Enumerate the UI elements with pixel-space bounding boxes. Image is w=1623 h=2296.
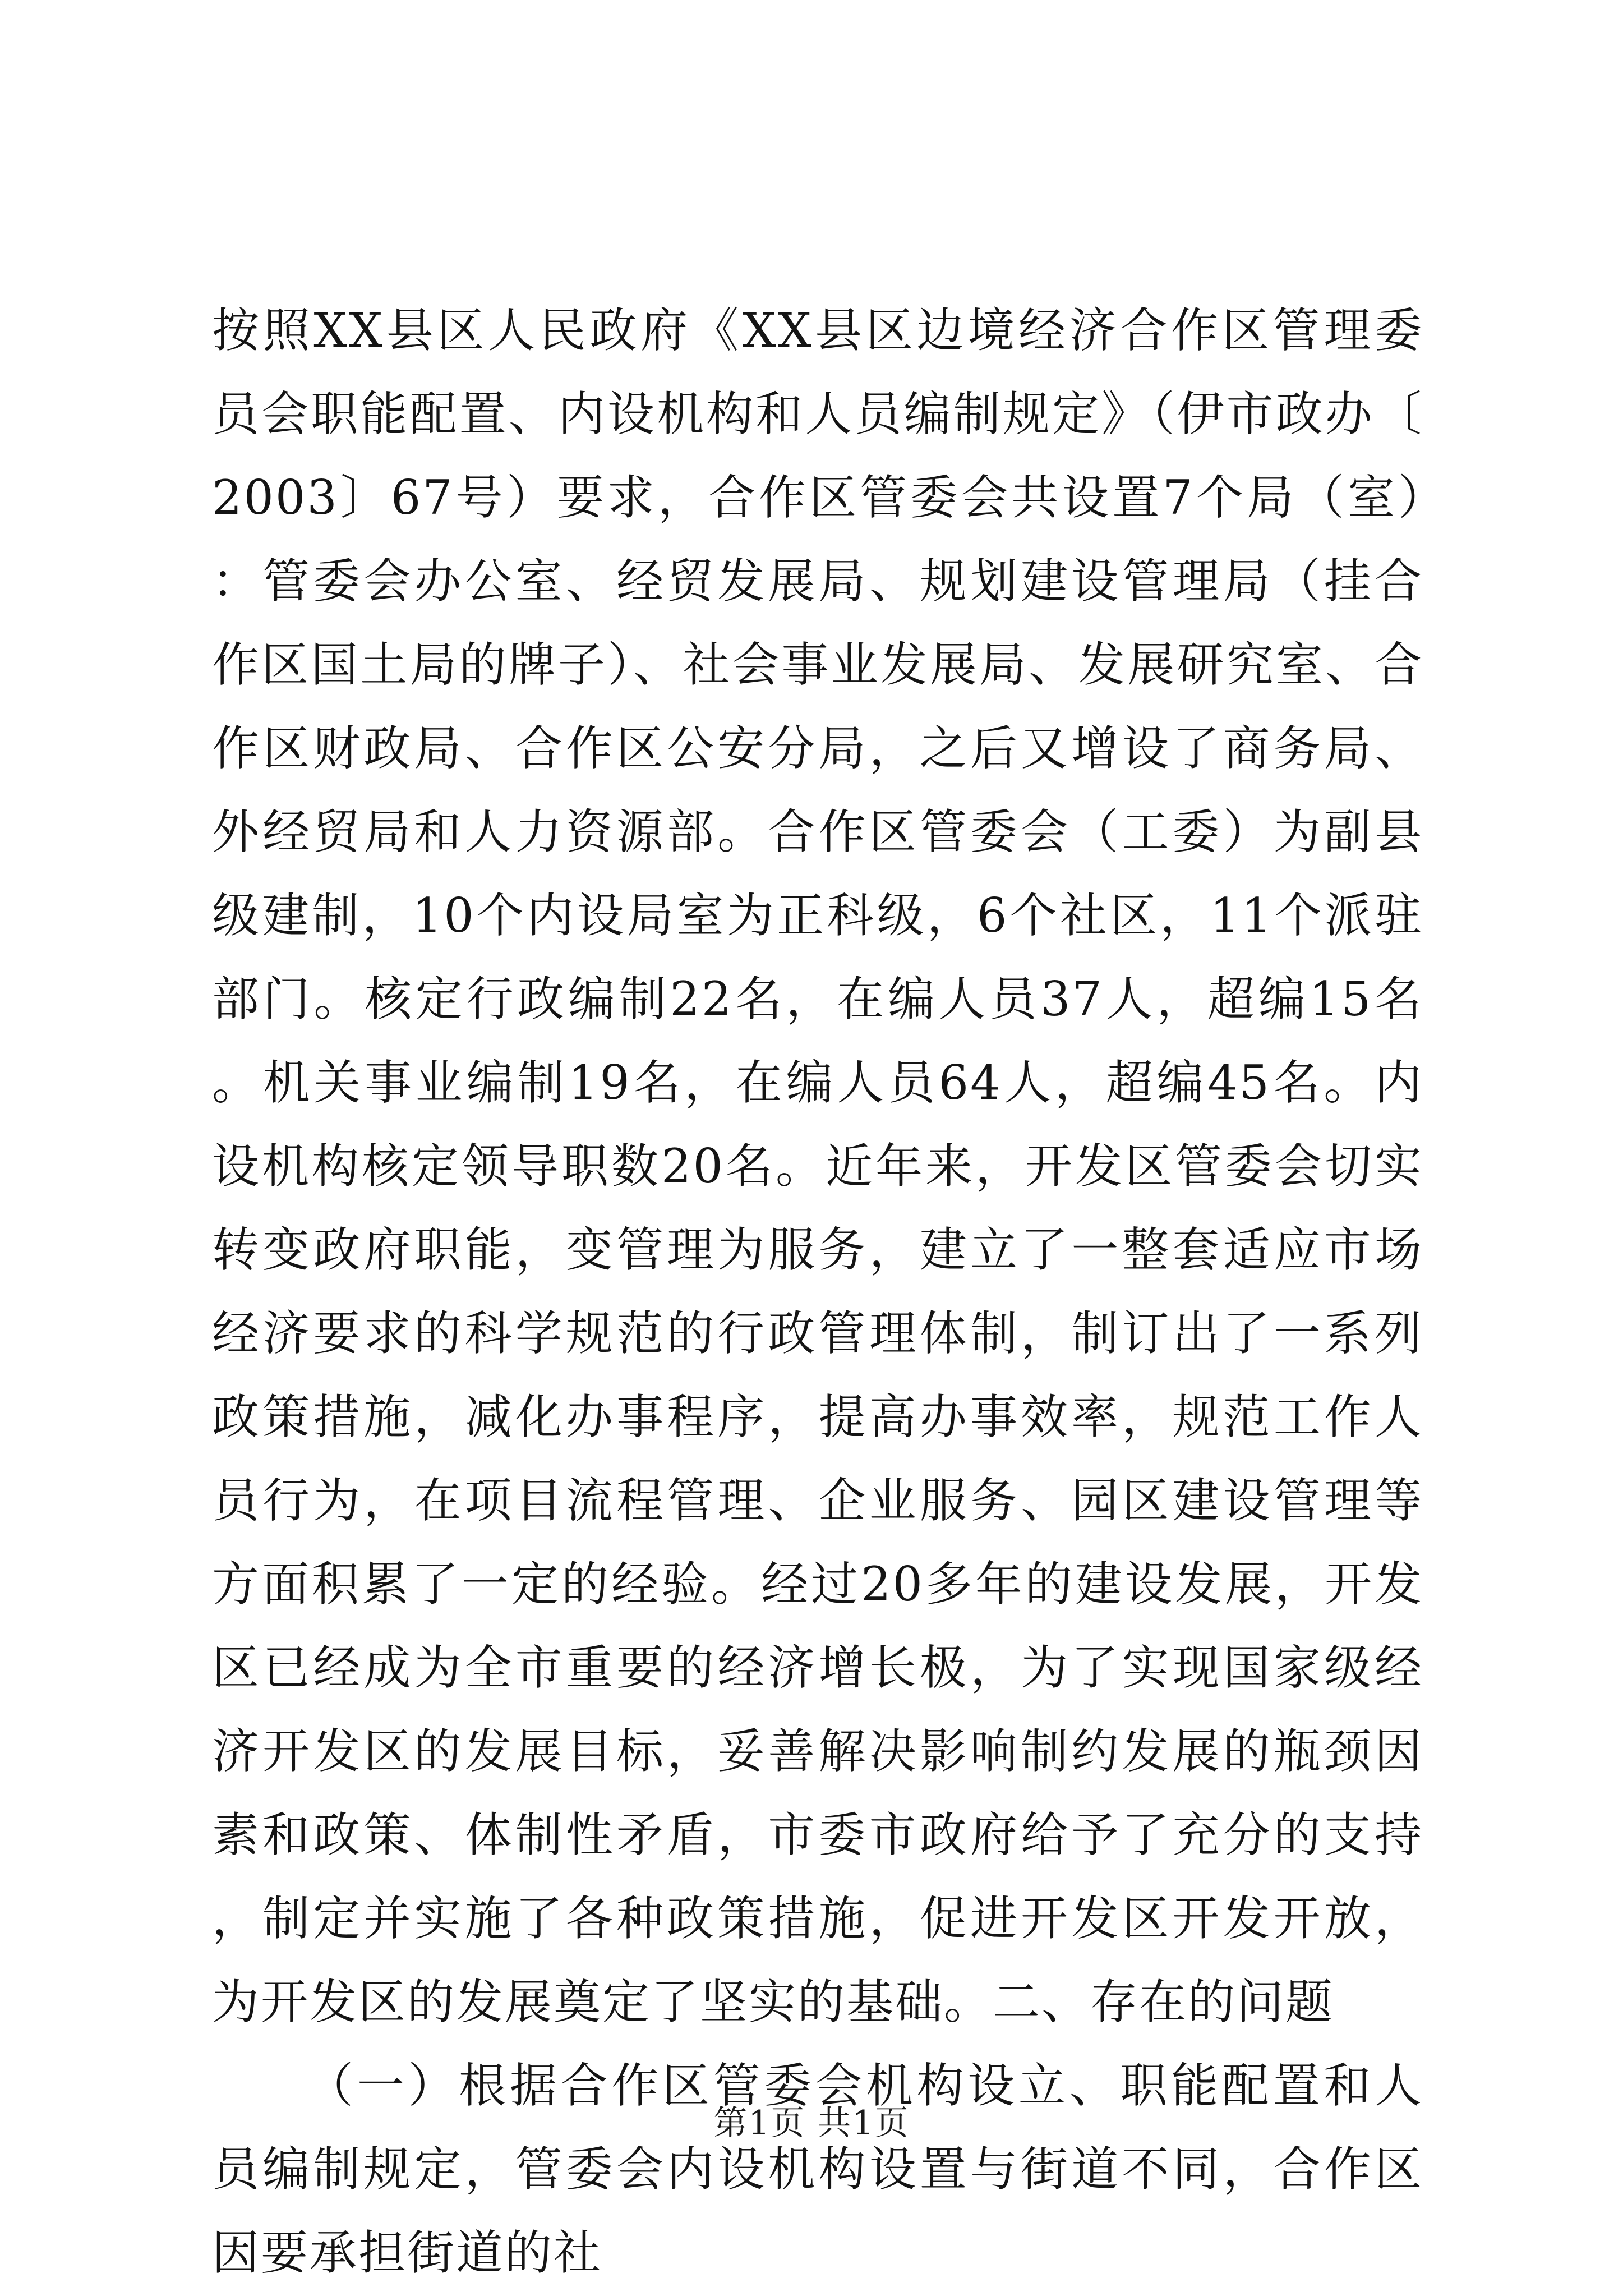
paragraph-2: （一）根据合作区管委会机构设立、职能配置和人员编制规定，管委会内设机构设置与街道不同，合作区因要承担街道的社 bbox=[212, 2058, 1423, 2280]
page-footer: 第1页 共1页 bbox=[713, 2104, 910, 2143]
paragraph-1: 按照XX县区人民政府《XX县区边境经济合作区管理委员会职能配置、内设机构和人员编制规定》（伊市政办〔2003〕67号）要求，合作区管委会共设置7个局（室）：管委会办公室、经贸发展局、规划建设管理局（挂合作区国土局的牌子）、社会事业发展局、发展研究室、合作区财政局、合作区公安分局，之后又增设了商务局、外经贸局和人力资源部。合作区管委会（工委）为副县级建制，10个内设局室为正科级，6个社区，11个派驻部门。核定行政编制22名，在编人员37人，超编15名。机关事业编制19名，在编人员64人，超编45名。内设机构核定领导职数20名。近年来，开发区管委会切实转变政府职能，变管理为服务，建立了一整套适应市场经济要求的科学规范的行政管理体制，制订出了一系列政策措施，减化办事程序，提高办事效率，规范工作人员行为，在项目流程管理、企业服务、园区建设管理等方面积累了一定的经验。经过20多年的建设发展，开发区已经成为全市重要的经济增长极，为了实现国家级经济开发区的发展目标，妥善解决影响制约发展的瓶颈因素和政策、体制性矛盾，市委市政府给予了充分的支持，制定并实施了各种政策措施，促进开发区开发开放，为开发区的发展奠定了坚实的基础。二、存在的问题 bbox=[212, 303, 1423, 2030]
document-body bbox=[212, 289, 1423, 2295]
